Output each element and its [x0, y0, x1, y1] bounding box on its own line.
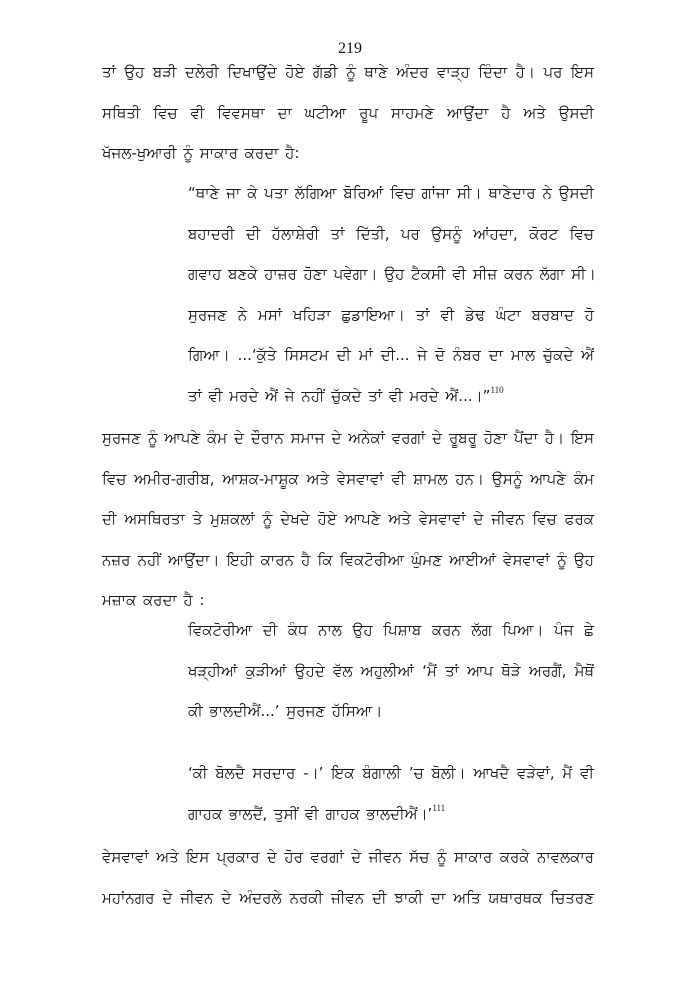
- text-line: ਮਹਾਂਨਗਰ ਦੇ ਜੀਵਨ ਦੇ ਅੰਦਰਲੇ ਨਰਕੀ ਜੀਵਨ ਦੀ ਝਾਕੀ ਦਾ ਅਤਿ ਯਥਾਰਥਕ ਚਿਤਰਣ: [102, 888, 594, 907]
- footnote-marker: 111: [432, 802, 446, 813]
- text-line: ਵੇਸਵਾਵਾਂ ਅਤੇ ਇਸ ਪ੍ਰਕਾਰ ਦੇ ਹੋਰ ਵਰਗਾਂ ਦੇ ਜੀਵਨ ਸੱਚ ਨੂੰ ਸਾਕਾਰ ਕਰਕੇ ਨਾਵਲਕਾਰ: [102, 848, 594, 866]
- footnote-marker: 110: [490, 384, 504, 395]
- page-number: 219: [338, 40, 362, 57]
- body-paragraph-1: [102, 52, 594, 174]
- quote-line: ਬਹਾਦਰੀ ਦੀ ਹੱਲਾਸ਼ੇਰੀ ਤਾਂ ਦਿੱਤੀ, ਪਰ ਉਸਨੂੰ ਆਂਹਦਾ, ਕੋਰਟ ਵਿਚ: [188, 224, 594, 243]
- text-line: ਨਜ਼ਰ ਨਹੀਂ ਆਉਂਦਾ। ਇਹੀ ਕਾਰਨ ਹੈ ਕਿ ਵਿਕਟੋਰੀਆ ਘੁੰਮਣ ਆਈਆਂ ਵੇਸਵਾਵਾਂ ਨੂੰ ਉਹ: [102, 550, 594, 569]
- text-line: ਦੀ ਅਸਥਿਰਤਾ ਤੇ ਮੁਸ਼ਕਲਾਂ ਨੂੰ ਦੇਖਦੇ ਹੋਏ ਆਪਣੇ ਅਤੇ ਵੇਸਵਾਵਾਂ ਦੇ ਜੀਵਨ ਵਿਚ ਫਰਕ: [102, 510, 594, 528]
- quote-line: ‘ਕੀ ਬੋਲਦੈ ਸਰਦਾਰ -।’ ਇਕ ਬੰਗਾਲੀ ’ਚ ਬੋਲੀ। ਆਖਦੈ ਵੜੇਵਾਂ, ਮੈਂ ਵੀ: [188, 764, 594, 782]
- quote-line-text: ਤਾਂ ਵੀ ਮਰਦੇ ਐਂ ਜੇ ਨਹੀਂ ਚੁੱਕਦੇ ਤਾਂ ਵੀ ਮਰਦੇ ਐਂ...।”: [188, 386, 491, 405]
- quote-line: ਕੀ ਭਾਲਦੀਐਂ...’ ਸੁਰਜਣ ਹੱਸਿਆ।: [188, 702, 383, 720]
- quote-line: ਗਿਆ। ...‘ਕੁੱਤੇ ਸਿਸਟਮ ਦੀ ਮਾਂ ਦੀ... ਜੇ ਦੋ ਨੰਬਰ ਦਾ ਮਾਲ ਚੁੱਕਦੇ ਐਂ: [188, 346, 594, 364]
- quote-line: ਗਵਾਹ ਬਣਕੇ ਹਾਜ਼ਰ ਹੋਣਾ ਪਵੇਗਾ। ਉਹ ਟੈਕਸੀ ਵੀ ਸੀਜ਼ ਕਰਨ ਲੱਗਾ ਸੀ।: [188, 265, 596, 283]
- quote-line: ਵਿਕਟੋਰੀਆ ਦੀ ਕੰਧ ਨਾਲ ਉਹ ਪਿਸ਼ਾਬ ਕਰਨ ਲੱਗ ਪਿਆ। ਪੰਜ ਛੇ: [188, 621, 594, 639]
- block-quote-1: [188, 173, 594, 416]
- body-paragraph-3: [102, 837, 594, 918]
- text-line: ਤਾਂ ਉਹ ਬੜੀ ਦਲੇਰੀ ਦਿਖਾਉਂਦੇ ਹੋਏ ਗੱਡੀ ਨੂੰ ਥਾਣੇ ਅੰਦਰ ਵਾੜ੍ਹ ਦਿੰਦਾ ਹੈ। ਪਰ ਇਸ: [102, 63, 594, 81]
- text-line: ਮਜ਼ਾਕ ਕਰਦਾ ਹੈ :: [102, 591, 205, 609]
- text-line: ਸਥਿਤੀ ਵਿਚ ਵੀ ਵਿਵਸਥਾ ਦਾ ਘਟੀਆ ਰੂਪ ਸਾਹਮਣੇ ਆਉਂਦਾ ਹੈ ਅਤੇ ਉਸਦੀ: [102, 103, 594, 122]
- body-paragraph-2: [102, 418, 594, 621]
- quote-line: ਸੁਰਜਣ ਨੇ ਮਸਾਂ ਖਹਿੜਾ ਛੁਡਾਇਆ। ਤਾਂ ਵੀ ਡੇਢ ਘੰਟਾ ਬਰਬਾਦ ਹੋ: [188, 305, 594, 324]
- quote-line: ਖੜ੍ਹੀਆਂ ਕੁੜੀਆਂ ਉਹਦੇ ਵੱਲ ਅਹੁਲੀਆਂ ‘ਮੈਂ ਤਾਂ ਆਪ ਥੋੜੇ ਅਰਗੈਂ, ਮੈਥੋਂ: [188, 661, 594, 680]
- quote-line-with-footnote: [188, 794, 594, 835]
- text-line: ਵਿਚ ਅਮੀਰ-ਗਰੀਬ, ਆਸ਼ਕ-ਮਾਸ਼ੂਕ ਅਤੇ ਵੇਸਵਾਵਾਂ ਵੀ ਸ਼ਾਮਲ ਹਨ। ਉਸਨੂੰ ਆਪਣੇ ਕੰਮ: [102, 469, 594, 488]
- block-quote-2: [188, 610, 594, 732]
- quote-line-with-footnote: [188, 376, 594, 417]
- text-line: ਸੁਰਜਣ ਨੂੰ ਆਪਣੇ ਕੰਮ ਦੇ ਦੌਰਾਨ ਸਮਾਜ ਦੇ ਅਨੇਕਾਂ ਵਰਗਾਂ ਦੇ ਰੂਬਰੂ ਹੋਣਾ ਪੈਂਦਾ ਹੈ। ਇਸ: [102, 429, 594, 447]
- quote-line-text: ਗਾਹਕ ਭਾਲਦੈਂ, ਤੁਸੀਂ ਵੀ ਗਾਹਕ ਭਾਲਦੀਐਂ।’: [188, 804, 433, 823]
- quote-line: “ਥਾਣੇ ਜਾ ਕੇ ਪਤਾ ਲੱਗਿਆ ਬੋਰਿਆਂ ਵਿਚ ਗਾਂਜਾ ਸੀ। ਥਾਣੇਦਾਰ ਨੇ ਉਸਦੀ: [188, 184, 594, 202]
- block-quote-3: [188, 753, 594, 834]
- text-line: ਖੱਜਲ-ਖੁਆਰੀ ਨੂੰ ਸਾਕਾਰ ਕਰਦਾ ਹੈ:: [102, 144, 300, 162]
